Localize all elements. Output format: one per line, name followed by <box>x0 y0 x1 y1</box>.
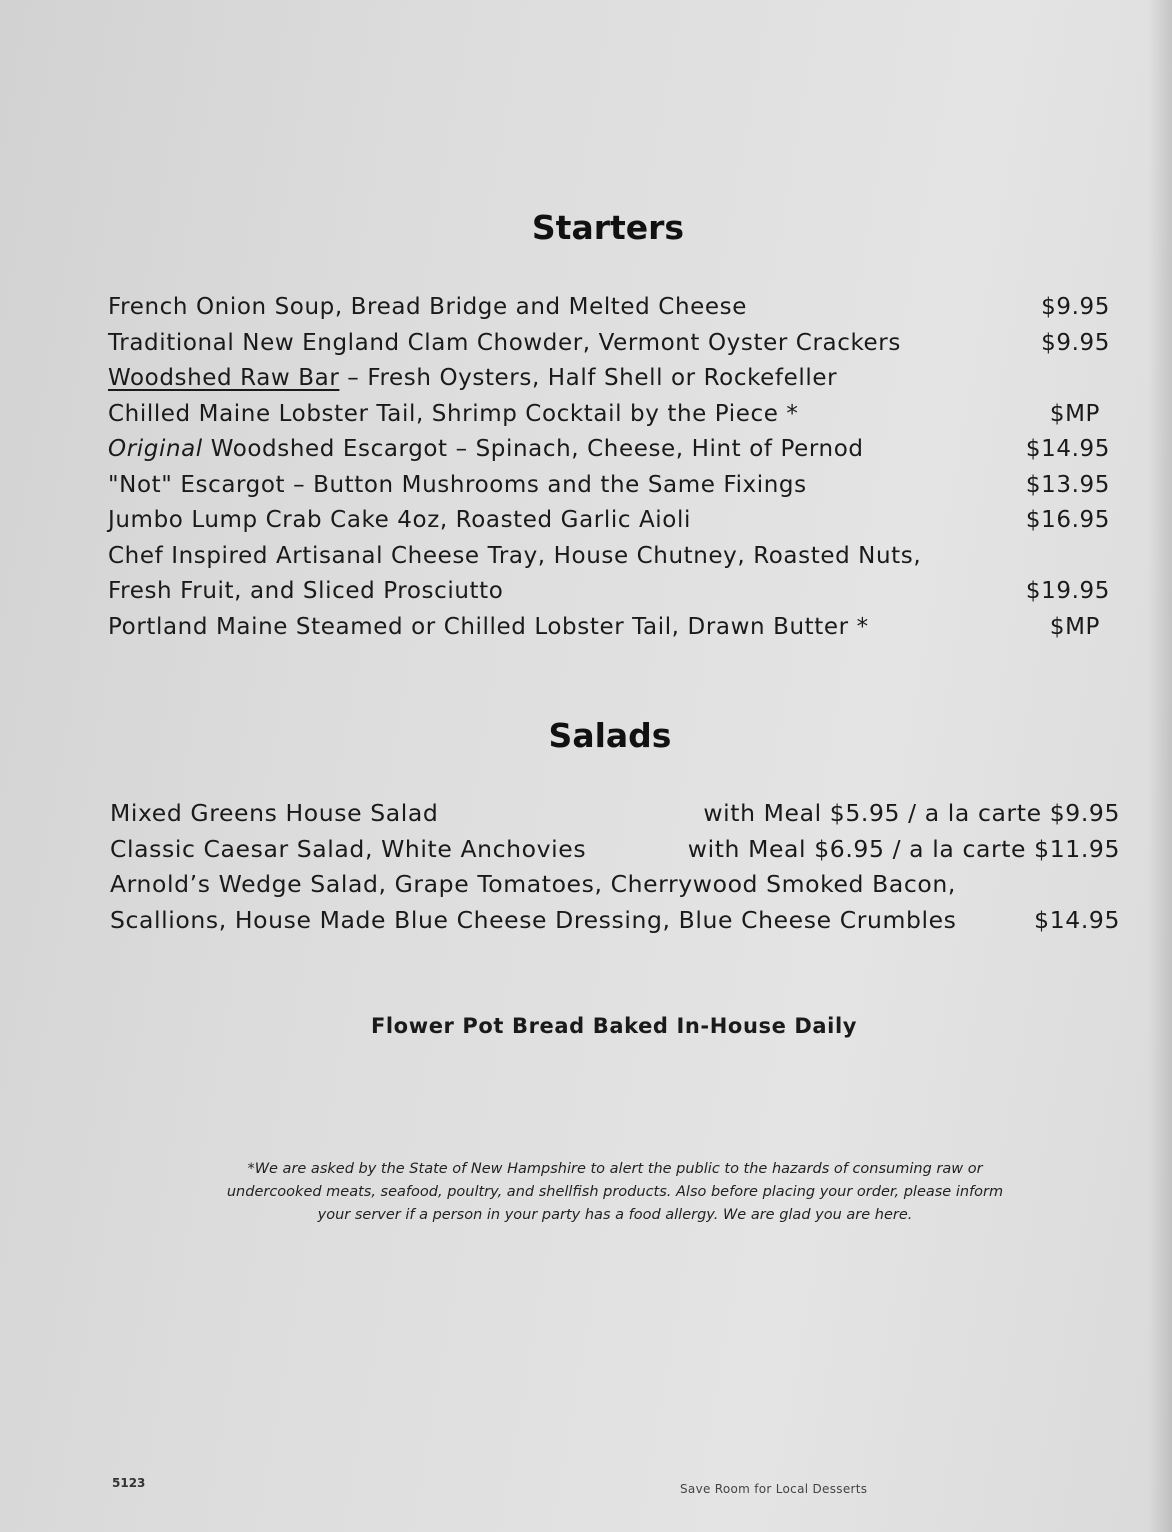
menu-item <box>110 796 1120 832</box>
item-price: $14.95 <box>1034 905 1120 934</box>
item-price: $13.95 <box>1025 471 1110 498</box>
menu-item <box>108 574 1114 610</box>
item-price: $16.95 <box>1025 507 1110 533</box>
menu-item <box>108 326 1114 362</box>
item-price: $14.95 <box>1025 436 1110 462</box>
item-name: Scallions, House Made Blue Cheese Dressing, Blue Cheese Crumbles <box>110 905 957 934</box>
item-price: $9.95 <box>1041 294 1110 320</box>
menu-item <box>108 432 1114 468</box>
disclaimer-line: your server if a person in your party has a food allergy. We are glad you are here. <box>317 1207 913 1223</box>
item-name: Mixed Greens House Salad <box>110 799 439 827</box>
item-name: Classic Caesar Salad, White Anchovies <box>110 834 587 863</box>
item-name: Arnold’s Wedge Salad, Grape Tomatoes, Cherrywood Smoked Bacon, <box>110 870 956 898</box>
raw-bar-link: Woodshed Raw Bar <box>108 365 340 391</box>
item-name: Woodshed Escargot – Spinach, Cheese, Hint of Pernod <box>202 436 864 462</box>
menu-code: 5123 <box>112 1476 146 1490</box>
item-name: – Fresh Oysters, Half Shell or Rockefeller <box>339 365 838 391</box>
item-name: Chef Inspired Artisanal Cheese Tray, House Chutney, Roasted Nuts, <box>108 542 922 569</box>
item-emphasis: Original <box>108 436 203 462</box>
item-name: Chilled Maine Lobster Tail, Shrimp Cocktail by the Piece * <box>108 400 799 427</box>
salads-heading: Salads <box>548 716 672 755</box>
menu-item <box>108 503 1114 539</box>
menu-item <box>108 397 1114 433</box>
menu-item <box>110 903 1120 939</box>
salads-list <box>110 796 1120 938</box>
item-name: Portland Maine Steamed or Chilled Lobster Tail, Drawn Butter * <box>108 613 869 640</box>
item-price: with Meal $6.95 / a la carte $11.95 <box>687 834 1120 863</box>
allergy-disclaimer <box>115 1158 1115 1227</box>
footer-slogan: Save Room for Local Desserts <box>680 1482 868 1496</box>
item-price: $MP <box>1049 613 1100 640</box>
starters-list <box>108 290 1114 645</box>
menu-item <box>108 290 1114 326</box>
menu-item <box>108 539 1114 575</box>
menu-item <box>108 361 1114 397</box>
item-name: Jumbo Lump Crab Cake 4oz, Roasted Garlic Aioli <box>108 507 691 533</box>
item-price: $MP <box>1049 400 1100 427</box>
item-name: Fresh Fruit, and Sliced Prosciutto <box>108 578 504 604</box>
starters-heading: Starters <box>531 208 685 247</box>
menu-item <box>110 867 1120 903</box>
item-name: French Onion Soup, Bread Bridge and Melted Cheese <box>108 294 747 320</box>
item-name: "Not" Escargot – Button Mushrooms and the Same Fixings <box>108 471 807 498</box>
disclaimer-line: *We are asked by the State of New Hampshire to alert the public to the hazards of consuming raw or <box>247 1161 983 1177</box>
item-name: Traditional New England Clam Chowder, Vermont Oyster Crackers <box>108 329 901 356</box>
bread-note: Flower Pot Bread Baked In-House Daily <box>370 1014 858 1038</box>
item-price: $9.95 <box>1041 329 1110 356</box>
item-price: with Meal $5.95 / a la carte $9.95 <box>703 799 1120 827</box>
menu-item <box>108 610 1114 646</box>
item-price: $19.95 <box>1025 578 1110 604</box>
menu-item <box>110 832 1120 868</box>
disclaimer-line: undercooked meats, seafood, poultry, and shellfish products. Also before placing your order, please inform <box>226 1184 1004 1200</box>
menu-item <box>108 468 1114 504</box>
